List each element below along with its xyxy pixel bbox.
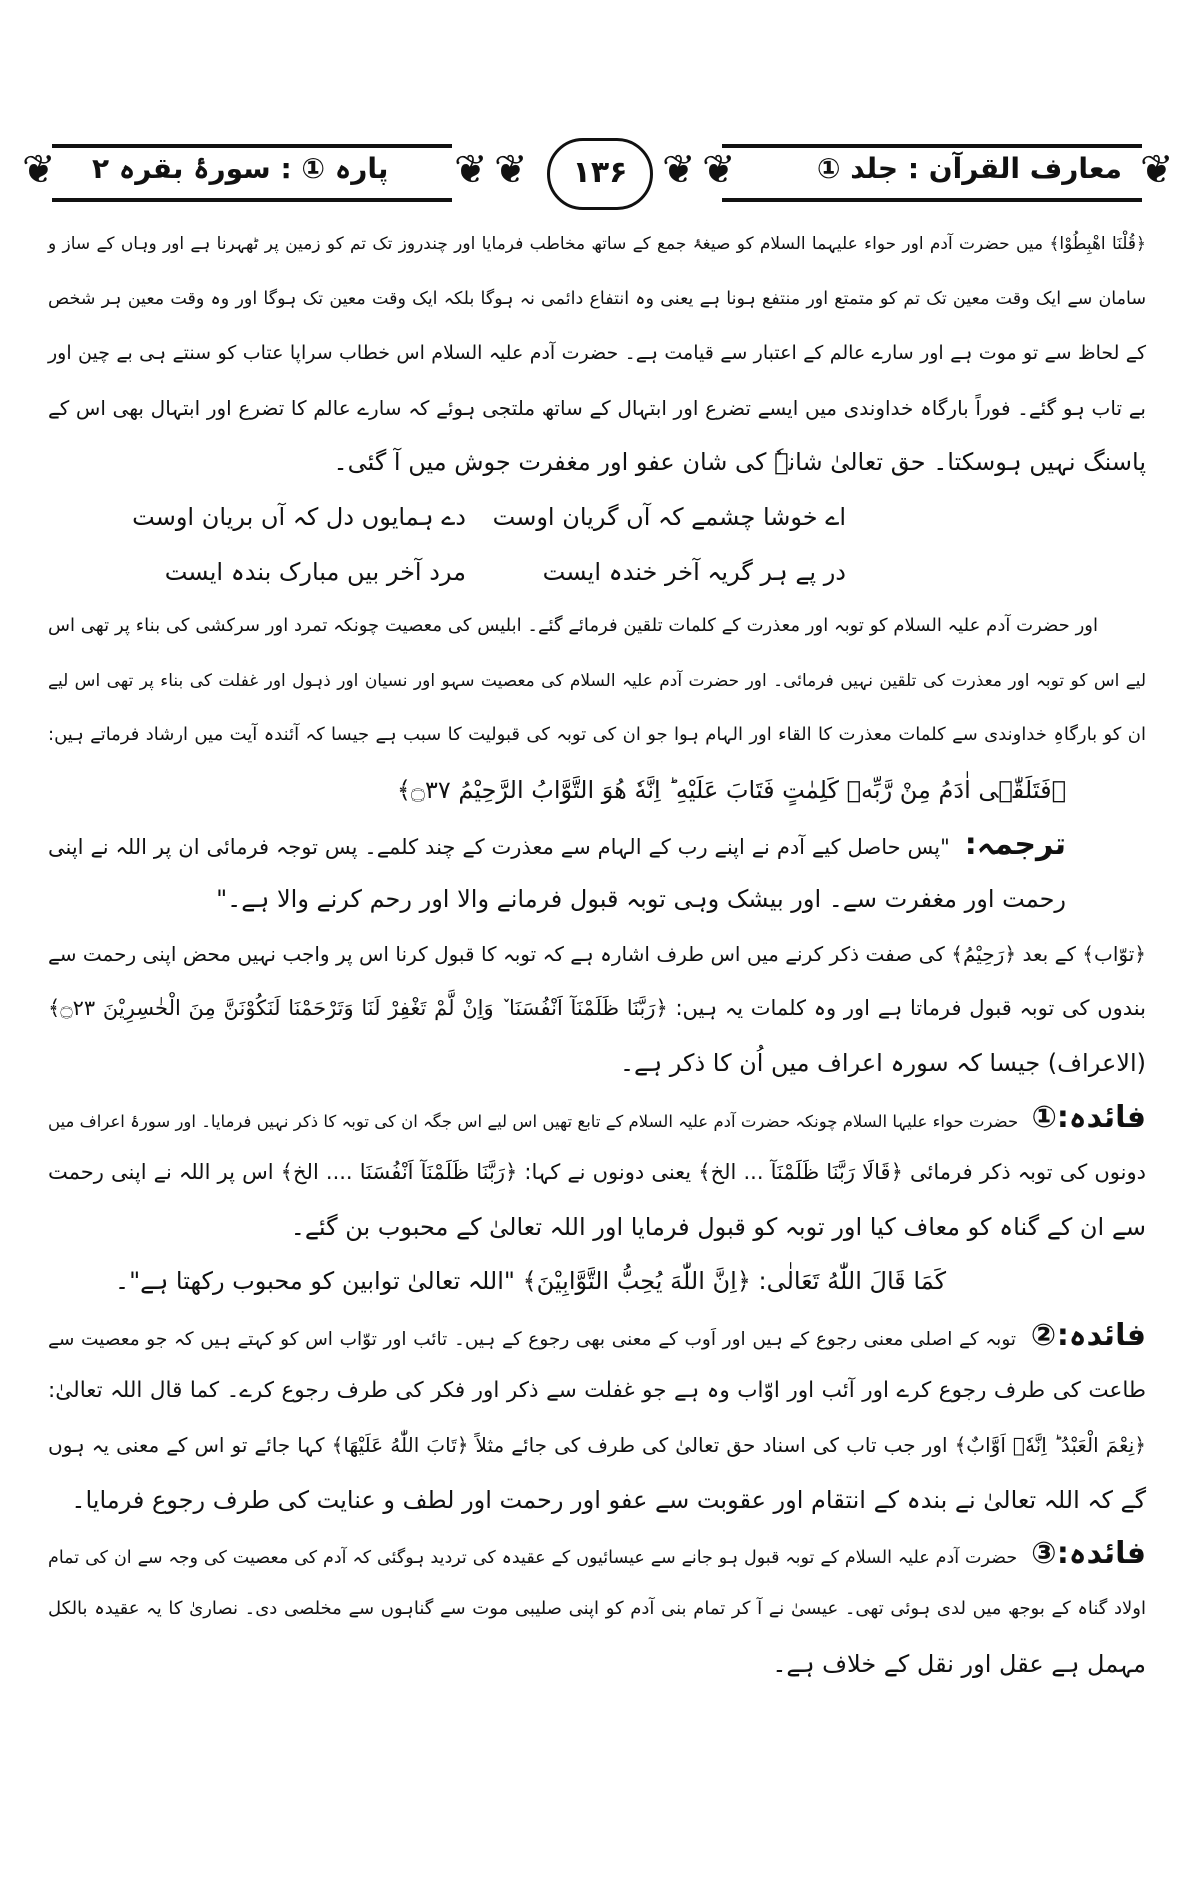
ornament-icon: ❦ xyxy=(494,147,528,193)
line-text: "پس حاصل کیے آدم نے اپنے رب کے الہام سے معذرت کے چند کلمے۔ پس توجہ فرمائی ان پر اللہ نے اپنی xyxy=(48,834,950,859)
line-text: ﴿نِعْمَ الْعَبْدُ ؕ اِنَّهٗۤ اَوَّابٌ﴾ اور جب تاب کی اسناد حق تعالیٰ کی طرف کی جائے مثلاً ﴿تَابَ اللّٰهُ عَلَيْهَا﴾ کہا جائے تو اس کے معنی یہ ہوں xyxy=(48,1433,1146,1458)
text-line xyxy=(48,934,1146,978)
text-line xyxy=(48,1043,1146,1087)
note-label: فائدہ:② xyxy=(1030,1318,1146,1353)
text-line xyxy=(48,1425,1146,1469)
text-line xyxy=(48,879,1146,923)
note-label: فائدہ:③ xyxy=(1031,1536,1146,1572)
line-text: حضرت آدم علیہ السلام کے توبہ قبول ہو جانے سے عیسائیوں کے عقیدہ کی تردید ہوگئی کہ آدم کی معصیت کی وجہ سے ان کی تمام xyxy=(48,1548,1018,1569)
text-line xyxy=(48,224,1146,268)
line-text: ان کو بارگاہِ خداوندی سے کلمات معذرت کا القاء اور الہام ہوا جو ان کی توبہ کی قبولیت کا سبب ہے جیسا کہ آئندہ آیت میں ارشاد فرماتے ہیں: xyxy=(48,724,1146,746)
line-text: ﴿توّاب﴾ کے بعد ﴿رَحِيْمُ﴾ کی صفت ذکر کرنے میں اس طرف اشارہ ہے کہ توبہ کا قبول کرنا اس پر واجب نہیں محض اپنی رحمت سے xyxy=(48,941,1146,966)
text-line xyxy=(48,333,1146,377)
line-text: مہمل ہے عقل اور نقل کے خلاف ہے۔ xyxy=(772,1649,1146,1678)
page-number: ۱۳۶ xyxy=(547,138,653,210)
hemistich-first: اے خوشا چشمے کہ آں گریان اوست xyxy=(492,503,846,531)
line-text: ﴿قُلْنَا اهْبِطُوْا﴾ میں حضرت آدم اور حواء علیہما السلام کو صیغۂ جمع کے ساتھ مخاطب فرمایا اور چندروز تک تم کو زمین پر ٹھہرنا ہے اور وہاں کے ساز و xyxy=(48,234,1146,254)
line-text: بے تاب ہو گئے۔ فوراً بارگاہ خداوندی میں ایسے تضرع اور ابتہال کے ساتھ ملتجی ہوئے کہ سارے عالم کا تضرع اور ابتہال بھی اس کے xyxy=(48,395,1147,420)
line-text: کے لحاظ سے تو موت ہے اور سارے عالم کے اعتبار سے قیامت ہے۔ حضرت آدم علیہ السلام اس خطاب سراپا عتاب کو سنتے ہی بے چین اور xyxy=(48,342,1146,365)
text-line xyxy=(48,1534,1146,1578)
text-line xyxy=(48,1589,1146,1633)
ornament-icon: ❦ xyxy=(454,147,488,193)
line-text: طاعت کی طرف رجوع کرے اور آئب اور اوّاب وہ ہے جو غفلت سے ذکر اور فکر کی طرف رجوع کرے۔ کما قال اللہ تعالیٰ: xyxy=(48,1377,1146,1403)
text-line xyxy=(48,1207,1146,1251)
line-text: رحمت اور مغفرت سے۔ اور بیشک وہی توبہ قبول فرمانے والا اور رحم کرنے والا ہے۔" xyxy=(216,885,1066,914)
line-text: پاسنگ نہیں ہوسکتا۔ حق تعالیٰ شانہٗ کی شان عفو اور مغفرت جوش میں آ گئی۔ xyxy=(333,448,1146,477)
running-header xyxy=(22,138,1172,208)
text-line xyxy=(48,1644,1146,1688)
hemistich-second: مرد آخر بیں مبارک بندہ ایست xyxy=(164,557,466,586)
text-line xyxy=(48,715,1146,759)
verse-couplet xyxy=(48,497,1146,541)
line-text: اولاد گناہ کے بوجھ میں لدی ہوئی تھی۔ عیسیٰ نے آ کر تمام بنی آدم کو اپنی صلیبی موت سے گناہوں سے مخلصی دی۔ نصاریٰ کا یہ عقیدہ بالکل xyxy=(48,1598,1146,1619)
text-line xyxy=(48,388,1146,432)
hemistich-second: دے ہمایوں دل کہ آں بریان اوست xyxy=(132,503,466,531)
line-text: گے کہ اللہ تعالیٰ نے بندہ کے انتقام اور عقوبت سے عفو اور رحمت اور لطف و عنایت کی طرف رجوع فرمایا۔ xyxy=(71,1485,1146,1514)
text-line xyxy=(48,1098,1146,1142)
line-text: توبہ کے اصلی معنی رجوع کے ہیں اور اَوب کے معنی بھی رجوع کے ہیں۔ تائب اور توّاب اس کو کہتے ہیں کہ جو معصیت سے xyxy=(48,1329,1017,1350)
line-text: لیے اس کو توبہ اور معذرت کی تلقین نہیں فرمائی۔ اور حضرت آدم علیہ السلام کی معصیت سہو اور نسیان اور ذہول اور غفلت کی بناء پر تھی اس لیے xyxy=(48,670,1146,691)
book-title: معارف القرآن : جلد ① xyxy=(816,152,1122,185)
para-surah-label: پارہ ① : سورۂ بقرہ ۲ xyxy=(92,152,389,185)
text-line xyxy=(48,825,1146,869)
line-text: اور حضرت آدم علیہ السلام کو توبہ اور معذرت کے کلمات تلقین فرمائے گئے۔ ابلیس کی معصیت چونکہ تمرد اور سرکشی کی بناء پر تھی اس xyxy=(48,615,1098,637)
text-line xyxy=(48,1480,1146,1524)
text-line xyxy=(48,661,1146,705)
ornament-icon: ❦ xyxy=(22,147,56,193)
text-line xyxy=(48,442,1146,486)
line-text: كَمَا قَالَ اللّٰهُ تَعَالٰى: ﴿اِنَّ اللّٰهَ يُحِبُّ التَّوَّابِيْنَ﴾ "اللہ تعالیٰ توابین کو محبوب رکھتا ہے"۔ xyxy=(115,1267,946,1296)
line-text: بندوں کی توبہ قبول فرماتا ہے اور وہ کلمات یہ ہیں: ﴿رَبَّنَا ظَلَمْنَآ اَنْفُسَنَا ٚ وَاِنْ لَّمْ تَغْفِرْ لَنَا وَتَرْحَمْنَا لَنَكُوْنَنَّ مِنَ الْخٰسِرِيْنَ ۝۲۳﴾ xyxy=(48,996,1146,1021)
text-line xyxy=(48,1316,1146,1360)
hemistich-first: در پے ہر گریہ آخر خندہ ایست xyxy=(542,557,846,586)
ornament-icon: ❦ xyxy=(702,147,736,193)
line-text: (الاعراف) جیسا کہ سورہ اعراف میں اُن کا ذکر ہے۔ xyxy=(619,1049,1146,1077)
text-line xyxy=(48,1261,1146,1305)
text-line xyxy=(48,279,1146,323)
verse-couplet xyxy=(48,552,1146,596)
text-line xyxy=(48,1152,1146,1196)
text-line xyxy=(48,1371,1146,1415)
note-label: فائدہ:① xyxy=(1031,1099,1146,1135)
translation-label: ترجمہ: xyxy=(964,826,1066,862)
line-text: حضرت حواء علیہا السلام چونکہ حضرت آدم علیہ السلام کے تابع تھیں اس لیے اس جگہ ان کی توبہ کا ذکر نہیں فرمایا۔ اور سورۂ اعراف میں xyxy=(48,1111,1019,1131)
text-line xyxy=(48,988,1146,1032)
line-text: دونوں کی توبہ ذکر فرمائی ﴿قَالَا رَبَّنَا ظَلَمْنَآ ... الخ﴾ یعنی دونوں نے کہا: ﴿رَبَّنَا ظَلَمْنَآ اَنْفُسَنَا .... الخ﴾ اس پر اللہ نے اپنی رحمت xyxy=(48,1160,1146,1185)
ornament-icon: ❦ xyxy=(662,147,696,193)
text-line xyxy=(48,770,1146,814)
text-line xyxy=(48,606,1146,650)
line-text: سامان سے ایک وقت معین تک تم کو متمتع اور منتفع ہونا ہے یعنی وہ انتفاع دائمی نہ ہوگا بلکہ ایک وقت معین تک ہوگا اور وہ وقت معین ہر شخص xyxy=(48,288,1146,309)
line-text: ﴿فَتَلَقّٰۤى اٰدَمُ مِنْ رَّبِّهٖ كَلِمٰتٍ فَتَابَ عَلَيْهِ ؕ اِنَّهٗ هُوَ التَّوَّابُ الرَّحِيْمُ ۝۳۷﴾ xyxy=(396,776,1066,804)
ornament-icon: ❦ xyxy=(1140,147,1174,193)
line-text: سے ان کے گناہ کو معاف کیا اور توبہ کو قبول فرمایا اور اللہ تعالیٰ کے محبوب بن گئے۔ xyxy=(290,1212,1146,1241)
